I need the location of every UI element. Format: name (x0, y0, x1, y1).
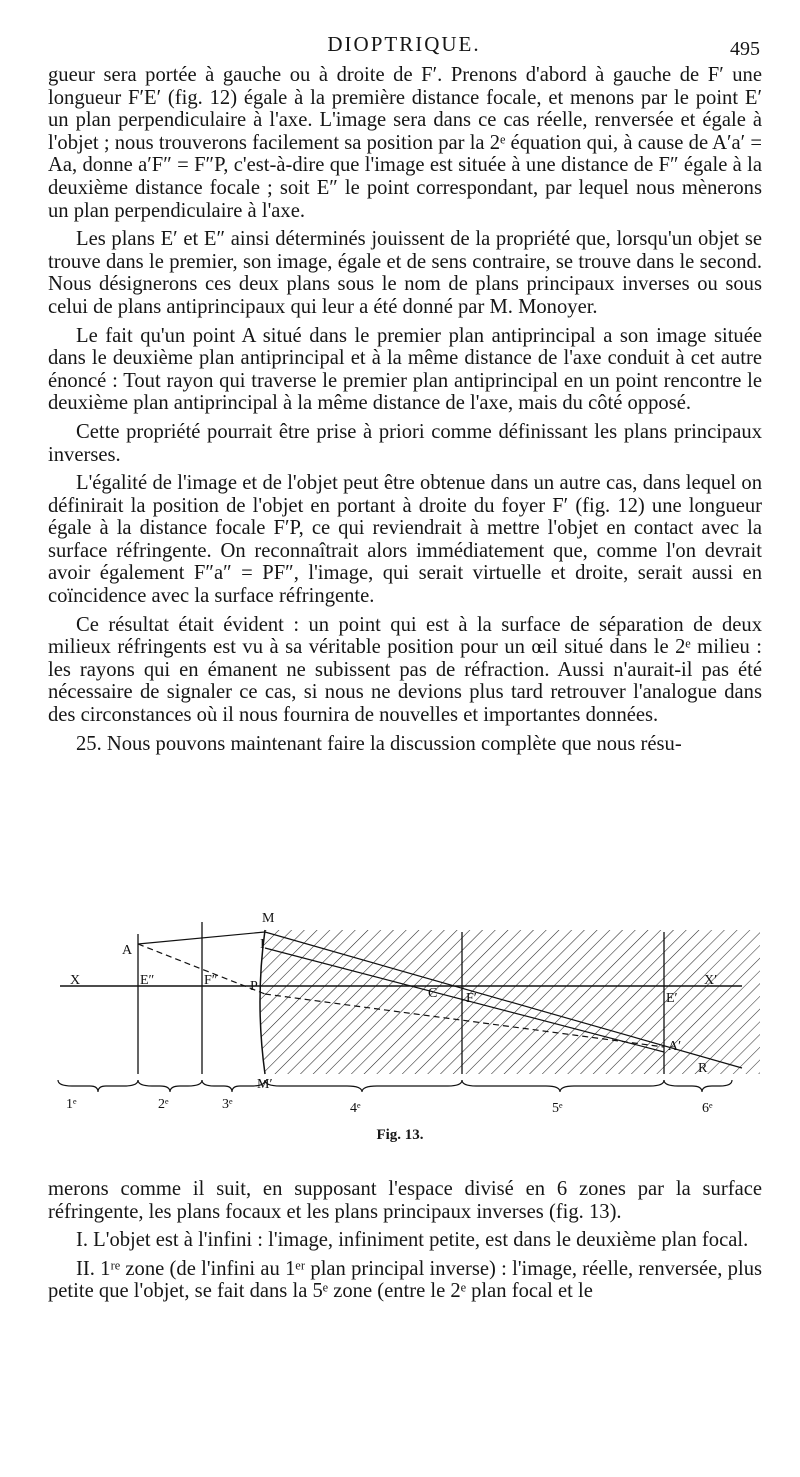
zone-label-3: 3ᵉ (222, 1097, 233, 1112)
paragraph: Cette propriété pourrait être prise à priori comme définissant les plans principaux inverses. (48, 420, 762, 466)
zone-label-2: 2ᵉ (158, 1097, 169, 1112)
label-i: I (260, 937, 265, 952)
label-f2: F″ (204, 973, 218, 988)
label-p: P (250, 979, 258, 994)
page-number: 495 (730, 38, 760, 60)
zone-label-1: 1ᵉ (66, 1097, 77, 1112)
paragraph: Ce résultat était évident : un point qui est à la surface de séparation de deux milieux réfringents est vu à sa véritable position pour un œil situé dans le 2ᵉ milieu : les rayons qui en émanent ne subissent pas de réfraction. Aussi n'aurait-il pas été nécessaire de signaler ce cas, si nous ne devions plus tard retrouver l'analogue dans des circonstances où il nous fournira de nouvelles et importantes données. (48, 613, 762, 727)
running-title: DIOPTRIQUE. (327, 32, 481, 56)
zone-label-4: 4ᵉ (350, 1101, 361, 1116)
paragraph: 25. Nous pouvons maintenant faire la discussion complète que nous résu- (76, 732, 682, 755)
paragraph: gueur sera portée à gauche ou à droite de F′. Prenons d'abord à gauche de F′ une longueur F′E′ (fig. 12) égale à la première distance focale, et menons par le point E′ un plan perpendiculaire à l'axe. L'image sera dans ce cas réelle, renversée et égale à l'objet ; nous trouverons facilement sa position par la 2ᵉ équation qui, à cause de A′a′ = Aa, donne a′F″ = F″P, c'est-à-dire que l'image est située à une distance de F″ égale à la deuxième distance focale ; soit E″ le point correspondant, par lequel nous mènerons un plan perpendiculaire à l'axe. (48, 64, 762, 222)
label-m-prime: M′ (257, 1077, 273, 1092)
paragraph: Le fait qu'un point A situé dans le premier plan antiprincipal a son image située dans le deuxième plan antiprincipal et à la même distance de l'axe conduit à cet autre énoncé : Tout rayon qui traverse le premier plan antiprincipal en un point rencontre le deuxième plan antiprincipal à la même distance de l'axe, mais du côté opposé. (48, 324, 762, 415)
figure-13 (52, 902, 760, 1147)
paragraph: Les plans E′ et E″ ainsi déterminés jouissent de la propriété que, lorsqu'un objet se trouve dans le premier, son image, égale et de sens contraire, se trouve dans le second. Nous désignerons ces deux plans sous le nom de plans principaux inverses ou sous celui de plans antiprincipaux qui leur a été donné par M. Monoyer. (48, 228, 762, 318)
label-m: M (262, 911, 275, 926)
optics-diagram (52, 902, 760, 1127)
paragraph: II. 1ʳᵉ zone (de l'infini au 1ᵉʳ plan principal inverse) : l'image, réelle, renversée, plus petite que l'objet, se fait dans la 5ᵉ zone (entre le 2ᵉ plan focal et le (48, 1257, 762, 1303)
page-header (48, 30, 760, 60)
zone-braces (58, 1080, 732, 1092)
figure-caption: Fig. 13. (376, 1127, 424, 1143)
text-block-top (48, 64, 762, 761)
refracting-medium-edge (708, 930, 760, 1074)
label-e2: E″ (140, 973, 155, 988)
label-f1: F′ (466, 991, 477, 1006)
paragraph: L'égalité de l'image et de l'objet peut être obtenue dans un autre cas, dans lequel on définirait la position de l'objet en portant à droite du foyer F′ (fig. 12) une longueur égale à la distance focale F′P, ce qui reviendrait à mettre l'objet en contact avec la surface réfringente. On reconnaîtrait alors immédiatement que, comme l'on devrait avoir également F″a″ = PF″, l'image, qui serait virtuelle et droite, serait aussi en coïncidence avec la surface réfringente. (48, 472, 762, 608)
paragraph: merons comme il suit, en supposant l'espace divisé en 6 zones par la surface réfringente, les plans focaux et les plans principaux inverses (fig. 13). (48, 1178, 762, 1223)
text-block-bottom (48, 1178, 762, 1309)
label-x: X (70, 973, 81, 988)
zone-label-6: 6ᵉ (702, 1101, 713, 1116)
label-r: R (698, 1061, 708, 1076)
label-x-prime: X′ (704, 973, 718, 988)
label-c: C (428, 986, 438, 1001)
paragraph: I. L'objet est à l'infini : l'image, infiniment petite, est dans le deuxième plan focal. (76, 1229, 749, 1252)
zone-label-5: 5ᵉ (552, 1101, 563, 1116)
label-a: A (122, 943, 133, 958)
label-a-prime: A′ (668, 1039, 682, 1054)
label-e1: E′ (666, 991, 678, 1006)
